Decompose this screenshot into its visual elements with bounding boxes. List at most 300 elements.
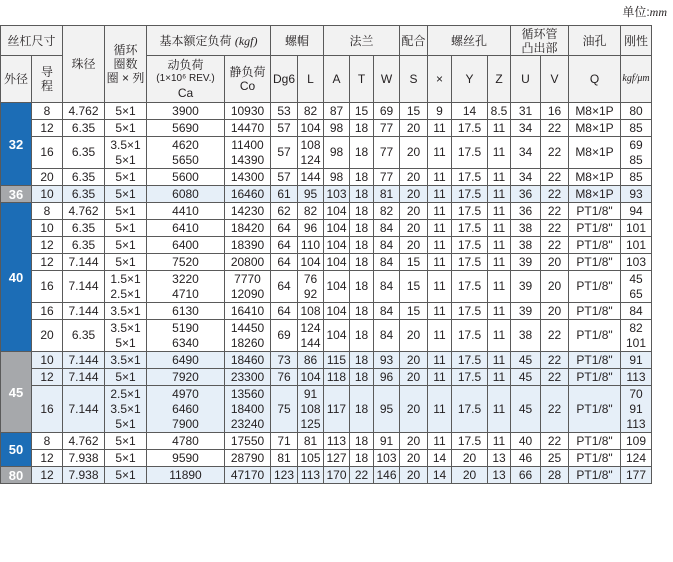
cell-value: 36 [518,186,533,201]
cell-value: 46 [518,450,533,465]
cell-value: 84 [379,279,394,293]
static-load-cell [225,137,271,169]
dg6-cell [271,254,298,271]
cell-value: 127 [326,450,347,465]
z-cell [488,467,511,484]
ball-dia-cell [63,203,105,220]
static-load-cell [225,320,271,352]
circuits-cell [105,220,147,237]
circuits-cell [105,369,147,386]
stiffness-cell [621,386,652,433]
cell-value: 84 [629,303,643,318]
cell-value: 22 [547,369,562,384]
cell-value: 75 [277,401,291,416]
l-cell [298,220,324,237]
w-cell [374,450,400,467]
a-cell [324,254,350,271]
cell-value: 5×1 [115,433,136,448]
circuits-line-2: 圈数 [113,57,138,71]
lead-cell [32,103,63,120]
y-cell [452,254,488,271]
load-unit: (kgf) [234,33,258,48]
dynamic-load-cell [147,203,225,220]
cell-value: 12 [40,237,54,252]
dynamic-load-cell [147,467,225,484]
y-cell [452,203,488,220]
s-cell [400,369,428,386]
x-cell [428,254,452,271]
t-cell [350,433,374,450]
cell-value: 17.5 [457,203,482,218]
cell-value: 16 [40,401,54,416]
cell-value: 73 [277,352,291,367]
cell-value: 146 [376,467,397,482]
stiffness-cell [621,450,652,467]
cell-value: 61 [277,186,291,201]
x-cell [428,352,452,369]
cell-value: 25 [547,450,562,465]
cell-value: 53 [277,103,291,118]
dg6-cell [271,169,298,186]
cell-value: 5×1 [115,416,136,431]
t-cell [350,352,374,369]
a-cell [324,467,350,484]
dynamic-load-cell [147,220,225,237]
a-cell [324,237,350,254]
cell-value: 11 [492,237,506,252]
cell-value: 17.5 [457,303,482,318]
v-cell [541,203,569,220]
table-row [1,254,652,271]
cell-value: 11 [433,186,446,201]
v-cell [541,433,569,450]
cell-value: PT1/8" [576,450,613,465]
circuits-cell [105,352,147,369]
t-cell [350,137,374,169]
cell-value: 5×1 [115,220,136,235]
z-cell [488,120,511,137]
w-cell [374,103,400,120]
cell-value: 11890 [169,467,202,482]
u-cell [511,203,541,220]
circuits-cell [105,271,147,303]
w-cell [374,386,400,433]
cell-value: 7.938 [68,450,99,465]
cell-value: 98 [329,169,344,184]
a-cell [324,169,350,186]
cell-value: 82 [303,103,318,118]
circuits-cell [105,303,147,320]
cell-value: 15 [406,103,421,118]
s-cell [400,254,428,271]
cell-value: 12090 [230,286,265,301]
v-cell [541,369,569,386]
cell-value: 96 [379,369,394,384]
cell-value: 18 [354,254,369,269]
v-cell [541,186,569,203]
static-load-cell [225,352,271,369]
t-cell [350,220,374,237]
cell-value: 45 [629,271,643,286]
cell-value: 22 [547,145,562,159]
return-tube-line-1: 循环管 [521,26,558,41]
static-load-cell [225,386,271,433]
s-cell [400,320,428,352]
cell-value: 4.762 [68,433,99,448]
table-row [1,369,652,386]
dg6-cell [271,103,298,120]
a-cell [324,137,350,169]
table-row [1,169,652,186]
cell-value: 13 [492,450,506,465]
circuits-cell [105,186,147,203]
cell-value: 11 [492,120,506,135]
stiffness-cell [621,320,652,352]
stiffness-header: 刚性 [621,26,652,56]
z-cell [488,433,511,450]
dynamic-load-cell [147,369,225,386]
u-cell [511,450,541,467]
cell-value: 17.5 [457,254,482,269]
a-cell [324,103,350,120]
load-rating-header [147,26,271,56]
s-cell [400,203,428,220]
cell-value: 3.5×1 [110,320,141,335]
cell-value: 7.144 [68,303,99,318]
lead-cell [32,320,63,352]
cell-value: 6.35 [71,328,96,342]
dg6-cell [271,220,298,237]
l-cell [298,271,324,303]
t-header: T [350,56,374,103]
table-body [1,103,652,484]
cell-value: 7770 [234,271,261,286]
cell-value: 18 [354,237,369,252]
v-cell [541,237,569,254]
cell-value: 18 [354,369,369,384]
s-cell [400,467,428,484]
dynamic-load-cell [147,386,225,433]
static-load-cell [225,103,271,120]
cell-value: 6.35 [71,145,96,159]
cell-value: 7900 [172,416,199,431]
t-cell [350,186,374,203]
cell-value: 57 [277,120,291,135]
oil-hole-cell [569,303,621,320]
return-tube-line-2: 凸出部 [521,40,558,55]
cell-value: PT1/8" [576,237,613,252]
cell-value: 98 [329,120,344,135]
cell-value: 20 [406,401,421,416]
cell-value: 2.5×1 [110,286,141,301]
l-cell [298,450,324,467]
cell-value: 11 [492,169,506,184]
cell-value: 18 [354,328,369,342]
x-cell [428,169,452,186]
v-cell [541,254,569,271]
unit-label: 单位: [622,5,650,19]
a-cell [324,433,350,450]
cell-value: 91 [303,386,318,401]
ball-dia-cell [63,254,105,271]
table-row [1,237,652,254]
x-cell [428,186,452,203]
cell-value: 11 [492,303,506,318]
dg6-cell [271,352,298,369]
cell-value: 6.35 [71,120,96,135]
cell-value: 11 [433,120,446,135]
cell-value: 8 [43,203,51,218]
static-load-cell [225,203,271,220]
table-row [1,103,652,120]
cell-value: 18 [354,169,369,184]
cell-value: 108 [300,401,321,416]
oil-hole-cell [569,386,621,433]
cell-value: 91 [629,401,643,416]
cell-value: 5×1 [115,335,136,350]
t-cell [350,386,374,433]
cell-value: PT1/8" [576,401,613,416]
cell-value: 104 [300,369,321,384]
cell-value: 20 [406,450,421,465]
a-cell [324,369,350,386]
cell-value: 4780 [172,433,199,448]
l-cell [298,320,324,352]
cell-value: 7.144 [68,254,99,269]
y-cell [452,120,488,137]
s-cell [400,450,428,467]
ball-dia-cell [63,271,105,303]
cell-value: 93 [379,352,394,367]
table-row [1,271,652,303]
u-cell [511,237,541,254]
cell-value: 17.5 [457,169,482,184]
cell-value: 17.5 [457,328,482,342]
dg6-cell [271,433,298,450]
ball-dia-cell [63,352,105,369]
dynamic-load-cell [147,271,225,303]
cell-value: 11 [433,279,446,293]
x-cell [428,303,452,320]
y-header: Y [452,56,488,103]
cell-value: 11 [492,279,506,293]
dg6-cell [271,369,298,386]
stiffness-cell [621,254,652,271]
cell-value: 22 [547,203,562,218]
l-cell [298,303,324,320]
v-cell [541,169,569,186]
cell-value: 101 [625,237,647,252]
cell-value: 11 [492,401,506,416]
cell-value: 69 [277,328,291,342]
cell-value: 34 [518,169,533,184]
a-cell [324,320,350,352]
oil-hole-cell [569,237,621,254]
z-cell [488,237,511,254]
circuits-line-1: 循环 [113,43,138,57]
l-cell [298,137,324,169]
z-cell [488,271,511,303]
v-cell [541,120,569,137]
cell-value: 6.35 [71,220,96,235]
v-cell [541,320,569,352]
load-rating-label: 基本额定负荷 [159,33,232,48]
lead-cell [32,303,63,320]
z-cell [488,450,511,467]
static-load-cell [225,254,271,271]
cell-value: 96 [303,220,318,235]
static-load-cell [225,120,271,137]
u-cell [511,103,541,120]
v-cell [541,137,569,169]
z-cell [488,186,511,203]
dynamic-load-cell [147,320,225,352]
cell-value: 17.5 [457,186,482,201]
cell-value: 5600 [172,169,199,184]
cell-value: 14 [432,450,447,465]
v-cell [541,271,569,303]
v-cell [541,450,569,467]
ball-dia-cell [63,220,105,237]
v-cell [541,386,569,433]
cell-value: 11 [492,254,506,269]
x-cell [428,433,452,450]
cell-value: 113 [300,467,321,482]
v-cell [541,467,569,484]
table-row [1,137,652,169]
cell-value: 22 [547,401,562,416]
static-load-cell [225,467,271,484]
cell-value: 18 [354,120,369,135]
t-cell [350,369,374,386]
y-cell [452,320,488,352]
cell-value: 14300 [230,169,265,184]
cell-value: 144 [300,169,321,184]
cell-value: 84 [379,254,394,269]
cell-value: 93 [629,186,643,201]
u-cell [511,467,541,484]
a-cell [324,271,350,303]
cell-value: 101 [625,335,647,350]
w-cell [374,203,400,220]
l-cell [298,254,324,271]
cell-value: 17.5 [457,352,482,367]
stiffness-cell [621,303,652,320]
cell-value: 3220 [172,271,199,286]
oil-hole-cell [569,352,621,369]
cell-value: 17.5 [457,145,482,159]
cell-value: 11 [433,220,446,235]
cell-value: 18 [354,203,369,218]
oil-hole-cell [569,203,621,220]
cell-value: 3.5×1 [110,137,141,152]
u-cell [511,386,541,433]
cell-value: 45 [518,369,533,384]
cell-value: 86 [303,352,318,367]
t-cell [350,120,374,137]
stiffness-cell [621,137,652,169]
cell-value: 20 [406,369,421,384]
cell-value: 20 [406,145,421,159]
w-cell [374,369,400,386]
cell-value: 4.762 [68,203,99,218]
dg6-cell [271,137,298,169]
u-cell [511,186,541,203]
cell-value: 9 [436,103,443,118]
circuits-cell [105,103,147,120]
w-cell [374,467,400,484]
cell-value: PT1/8" [576,303,613,318]
cell-value: 39 [518,254,533,269]
cell-value: 11 [433,254,446,269]
cell-value: 15 [354,103,369,118]
cell-value: 7.144 [68,401,99,416]
cell-value: 17.5 [457,220,482,235]
cell-value: 3.5×1 [110,352,141,367]
cell-value: 4410 [172,203,199,218]
cell-value: 11 [433,169,446,184]
y-cell [452,386,488,433]
cell-value: 104 [326,328,347,342]
cell-value: 5×1 [115,152,136,167]
stiffness-cell [621,103,652,120]
z-cell [488,220,511,237]
fit-header: 配合 [400,26,428,56]
cell-value: 95 [379,401,394,416]
cell-value: 1.5×1 [110,271,141,286]
cell-value: 18 [354,279,369,293]
dg6-cell [271,203,298,220]
cell-value: 5×1 [115,450,136,465]
cell-value: 18 [354,145,369,159]
oil-hole-cell [569,169,621,186]
oil-hole-cell [569,254,621,271]
z-cell [488,254,511,271]
x-cell [428,237,452,254]
ball-dia-cell [63,169,105,186]
x-cell [428,137,452,169]
w-cell [374,303,400,320]
s-cell [400,352,428,369]
cell-value: 6460 [172,401,199,416]
y-cell [452,103,488,120]
s-cell [400,220,428,237]
outer-diameter-cell: 36 [1,186,32,203]
cell-value: 17.5 [457,279,482,293]
l-cell [298,352,324,369]
cell-value: 6.35 [71,169,96,184]
cell-value: 125 [300,416,321,431]
cell-value: 113 [326,433,347,448]
cell-value: 11 [492,145,506,159]
oil-hole-cell [569,369,621,386]
table-row [1,320,652,352]
x-cell [428,103,452,120]
cell-value: 20 [406,467,421,482]
x-cell [428,320,452,352]
cell-value: 7.938 [68,467,99,482]
oil-hole-cell [569,120,621,137]
s-cell [400,137,428,169]
t-cell [350,203,374,220]
cell-value: 104 [326,237,347,252]
y-cell [452,137,488,169]
lead-cell [32,369,63,386]
stiffness-cell [621,369,652,386]
cell-value: 18 [354,186,369,201]
cell-value: 47170 [230,467,265,482]
static-load-cell [225,450,271,467]
